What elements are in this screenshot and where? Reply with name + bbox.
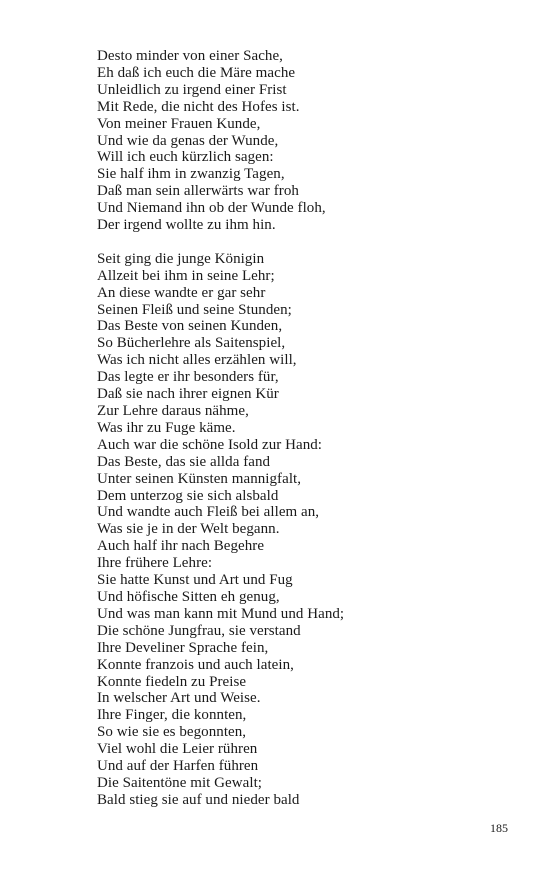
verse-line: So wie sie es begonnten, [97,724,247,741]
stanza [97,48,497,234]
verse-line: Desto minder von einer Sache, [97,48,283,64]
verse-line: Unter seinen Künsten mannigfalt, [97,470,302,487]
verse-line: Ihre Finger, die konnten, [97,707,247,724]
verse-line: Ihre frühere Lehre: [97,555,213,572]
verse-line: Auch half ihr nach Begehre [97,538,265,555]
verse-line: Daß man sein allerwärts war froh [97,183,299,200]
verse-line: Von meiner Frauen Kunde, [97,115,261,132]
verse-line: Und wandte auch Fleiß bei allem an, [97,504,320,521]
verse-line: Und höfische Sitten eh genug, [97,588,280,605]
poem-text [97,48,497,809]
verse-line: Und Niemand ihn ob der Wunde floh, [97,200,326,217]
page-number: 185 [490,821,508,835]
verse-line: Die schöne Jungfrau, sie verstand [97,622,301,639]
verse-line: Was sie je in der Welt begann. [97,521,280,538]
verse-line: Was ihr zu Fuge käme. [97,419,236,436]
verse-line: Will ich euch kürzlich sagen: [97,149,274,166]
verse-line: Das legte er ihr besonders für, [97,369,279,386]
verse-line: Dem unterzog sie sich alsbald [97,487,279,504]
verse-line: Bald stieg sie auf und nieder bald [97,791,300,808]
verse-line: Und auf der Harfen führen [97,758,259,775]
verse-line: Daß sie nach ihrer eignen Kür [97,386,279,403]
verse-line: So Bücherlehre als Saitenspiel, [97,335,286,352]
verse-line: Ihre Develiner Sprache fein, [97,639,269,656]
verse-line: Seit ging die junge Königin [97,250,265,267]
verse-line: Sie hatte Kunst und Art und Fug [97,572,293,589]
verse-line: Die Saitentöne mit Gewalt; [97,774,263,791]
verse-line: Mit Rede, die nicht des Hofes ist. [97,98,300,115]
verse-line: Allzeit bei ihm in seine Lehr; [97,267,275,284]
verse-line: Zur Lehre daraus nähme, [97,403,249,420]
stanza [97,251,497,809]
verse-line: Das Beste von seinen Kunden, [97,318,283,335]
verse-line: Unleidlich zu irgend einer Frist [97,81,287,98]
verse-line: An diese wandte er gar sehr [97,284,266,301]
verse-line: Was ich nicht alles erzählen will, [97,352,297,369]
verse-line: In welscher Art und Weise. [97,690,261,707]
verse-line: Das Beste, das sie allda fand [97,453,271,470]
verse-line: Konnte fiedeln zu Preise [97,673,247,690]
verse-line: Der irgend wollte zu ihm hin. [97,217,276,234]
verse-line: Sie half ihm in zwanzig Tagen, [97,166,285,183]
verse-line: Seinen Fleiß und seine Stunden; [97,301,292,318]
verse-line: Und was man kann mit Mund und Hand; [97,605,345,622]
verse-line: Auch war die schöne Isold zur Hand: [97,436,323,453]
verse-line: Und wie da genas der Wunde, [97,132,279,149]
verse-line: Eh daß ich euch die Märe mache [97,64,296,81]
verse-line: Konnte franzois und auch latein, [97,656,294,673]
verse-line: Viel wohl die Leier rühren [97,741,258,758]
